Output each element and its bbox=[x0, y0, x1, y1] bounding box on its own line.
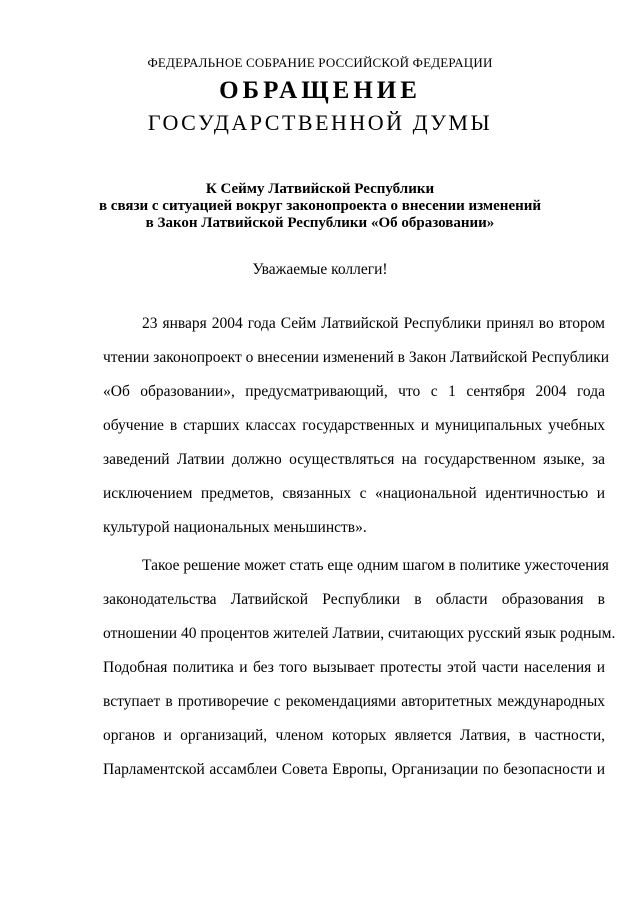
paragraph-2-line: отношении 40 процентов жителей Латвии, считающих русский язык родным. bbox=[103, 625, 616, 642]
paragraph-2-line: органов и организаций, членом которых является Латвия, в частности, bbox=[103, 727, 605, 744]
paragraph-1-line: «Об образовании», предусматривающий, что с 1 сентября 2004 года bbox=[103, 383, 605, 400]
addressee-block bbox=[0, 181, 640, 232]
paragraph-2-line: Подобная политика и без того вызывает протесты этой части населения и bbox=[103, 659, 605, 676]
addressee-line: К Сейму Латвийской Республики bbox=[205, 181, 435, 197]
paragraph-1-line: чтении законопроект о внесении изменений в Закон Латвийской Республики bbox=[103, 349, 610, 366]
paragraph-2-line: Парламентской ассамблеи Совета Европы, Организации по безопасности и bbox=[103, 761, 605, 778]
addressee-line: в связи с ситуацией вокруг законопроекта о внесении изменений bbox=[98, 198, 542, 214]
organization-header: ФЕДЕРАЛЬНОЕ СОБРАНИЕ РОССИЙСКОЙ ФЕДЕРАЦИИ bbox=[147, 55, 493, 70]
salutation: Уважаемые коллеги! bbox=[252, 261, 388, 278]
paragraph-1-line: заведений Латвии должно осуществляться на государственном языке, за bbox=[103, 451, 605, 468]
document-title: ОБРАЩЕНИЕ bbox=[219, 77, 421, 104]
paragraph-1-line: обучение в старших классах государственных и муниципальных учебных bbox=[103, 417, 605, 434]
paragraph-1-line: исключением предметов, связанных с «национальной идентичностью и bbox=[103, 485, 605, 502]
paragraph-2-line: Такое решение может стать еще одним шагом в политике ужесточения bbox=[142, 557, 609, 574]
paragraph-1-line: 23 января 2004 года Сейм Латвийской Республики принял во втором bbox=[142, 315, 605, 332]
addressee-line: в Закон Латвийской Республики «Об образовании» bbox=[145, 215, 495, 231]
paragraph-1-line: культурой национальных меньшинств». bbox=[103, 519, 367, 536]
document-subtitle: ГОСУДАРСТВЕННОЙ ДУМЫ bbox=[147, 110, 493, 135]
paragraph-2-line: законодательства Латвийской Республики в области образования в bbox=[103, 591, 605, 608]
paragraph-2-line: вступает в противоречие с рекомендациями авторитетных международных bbox=[103, 693, 605, 710]
